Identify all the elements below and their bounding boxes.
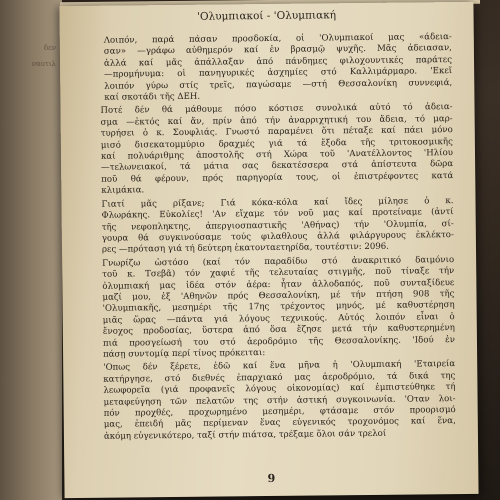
text-line: Φλωράκης. Εὐκολίες! 'Αν εἴχαμε τόν νοῦ μας καί προτείναμε (ἀντί [101, 207, 454, 221]
text-line: Ποτέ δέν θά μάθουμε πόσο κόστισε συνολικά αὐτό τό ἀδεια- [100, 102, 453, 117]
text-line: σμα —ἐκτός καί ἄν, πρίν ἀπό τήν ἀναρριχητική του ἄδεια, τό μαρ- [100, 113, 453, 128]
text-line: μιᾶς ὥρας —πάντα γιά λόγους τεχνικούς. Αὐτός λοιπόν εἶναι ὁ [102, 311, 455, 326]
text-line: μεταφεύγηση τῶν πελατῶν της στήν ἀστική συγκοινωνία. 'Οταν λοι- [103, 393, 456, 408]
running-head: 'Ολυμπιακοί - 'Ολυμπιακή [196, 9, 337, 23]
text-line: ὀλυμπιακή μας ἰδέα στόν ἀέρα: ἦταν ἀλλοδαπός, ποῦ συνταξίδευε [102, 277, 455, 292]
previous-page-edge [0, 0, 62, 500]
text-line: ἀκόμη εὐγενικότερο, ταξί στήν πιάτσα, τρέξαμε ὅλοι σάν τρελοί [103, 428, 387, 442]
text-line: μαζί μου, ἐξ 'Αθηνῶν πρός Θεσσαλονίκη, μέ τήν πτήση 908 τῆς [102, 288, 455, 303]
text-line: κλιμάκια. [101, 185, 145, 197]
text-line: Γνωρίζω ὡστόσο (καί τόν παραδίδω στό ἀνακριτικό δαιμόνιο [102, 254, 455, 269]
text-line: τυρήσει ὁ κ. Σουφλιάς. Γνωστό παραμένει ὅτι πέταξε καί πάει μόνο [100, 125, 453, 140]
text-line: σαν» —γράφω αὐθημερόν καί ἐν βρασμῷ ψυχῆς. Μᾶς ἀδειασαν, [103, 43, 452, 58]
text-line: πιά προσγείωσή του στό ἀεροδρόμιο τῆς Θεσσαλονίκης. 'Ιδού ἐν [102, 334, 456, 349]
text-line: πόν προχθές, προχωρημένο μεσημέρι, φτάσαμε στόν προορισμό [103, 405, 456, 419]
paragraph [91, 196, 454, 257]
text-line: πάσῃ συντομίᾳ περί τίνος πρόκειται: [103, 348, 266, 360]
text-line: τῆς νεφοπληκτης, ἀπεργιοσπαστικῆς 'Αθήνας) τήν 'Ολυμπία, σί- [101, 218, 454, 233]
text-line: —τελωνειακοί, τά μάτια σας δεκατέσσερα στά ἀπίστευτα δῶρα [101, 159, 454, 174]
book-page [59, 2, 478, 498]
paragraph [90, 32, 453, 104]
paragraph [90, 103, 453, 198]
text-line: ἔνοχος προδοσίας, ὕστερα ἀπό ὅσα ἔζησε μετά τήν καθυστερημένη [102, 323, 455, 337]
text-line: λοιπόν γύρω στίς τρεῖς, παγώσαμε —στή Θεσσαλονίκη συννεφιά, [104, 77, 453, 92]
body-text [90, 32, 456, 445]
page-number: 9 [267, 471, 276, 486]
prev-page-fragment: ναυτιλ [31, 60, 56, 68]
prev-page-fragment: δεν [43, 44, 56, 52]
text-line: τοῦ κ. Τσεβᾶ) τόν χαφιέ τῆς τελευταίας στιγμῆς, ποῦ τίναξε τήν [102, 266, 455, 280]
text-line: ἀλλά καί μᾶς ἀπάλλαξαν ἀπό πάνδημες φιλοχουντικές παράτες [103, 54, 453, 69]
text-line: καί πολυάριθμης ἀποστολῆς στή Χώρα τοῦ 'Ανατέλλοντος 'Ηλίου [100, 148, 454, 162]
text-line: —προμήνυμα: οἱ πανηγυρικές ἀσχημίες στό Καλλιμάρμαρο. 'Εκεῖ [104, 66, 453, 80]
text-line: κατήργησε, στό διεθνές ἐπαρχιακό μας ἀεροδρόμιο, τά δικά της [103, 370, 456, 385]
text-line: Λοιπόν, παρά πάσαν προσδοκία, οἱ 'Ολυμπιακοί μας «άδεια- [103, 32, 452, 46]
text-line: λεωφορεῖα (γιά προφανεῖς λόγους οἰκονομίας) καί ἐμπιστεύθηκε τή [103, 382, 456, 396]
text-line: ρες —πρόταση γιά τή δεύτερη ἑκατονταετηρίδα, τουτέστιν: 2096. [101, 242, 390, 256]
text-line: μισό δισεκατομμύριο δραχμές γιά τά ἔξοδα τῆς τριτοκοσμικῆς [100, 136, 453, 151]
text-line: ποῦ θά φέρουν, πρός παρηγορία τους, οἱ ἐπιστρέφοντες κατά [101, 170, 454, 185]
text-line: μας, ἐπειδή μᾶς περίμεναν ἕνας εὐγενικός τροχονόμος καί ἕνα, [103, 416, 456, 431]
text-line: Γιατί μᾶς ρίξανε; Γιά κόκα-κόλα καί ἴδες μίλησε ὁ κ. [101, 195, 454, 210]
text-line: 'Οπως δέν ξέρετε, ἐδῶ καί ἕνα μῆνα ἡ 'Ολυμπιακή 'Εταιρεία [103, 359, 456, 374]
paragraph [92, 255, 455, 361]
text-line: γουρα θά συγκινούσαμε τούς φιλαθλους ἀλλά φιλάργυρους ἐκλέκτο- [101, 229, 454, 244]
text-line: 'Ολυμπιακῆς, μεσημέρι τῆς 17ης τρέχοντος μηνός, μέ καθυστέρηση [102, 300, 455, 315]
text-line: καί σκοτάδι τῆς ΔΕΗ. [104, 91, 201, 103]
paragraph [93, 359, 456, 443]
